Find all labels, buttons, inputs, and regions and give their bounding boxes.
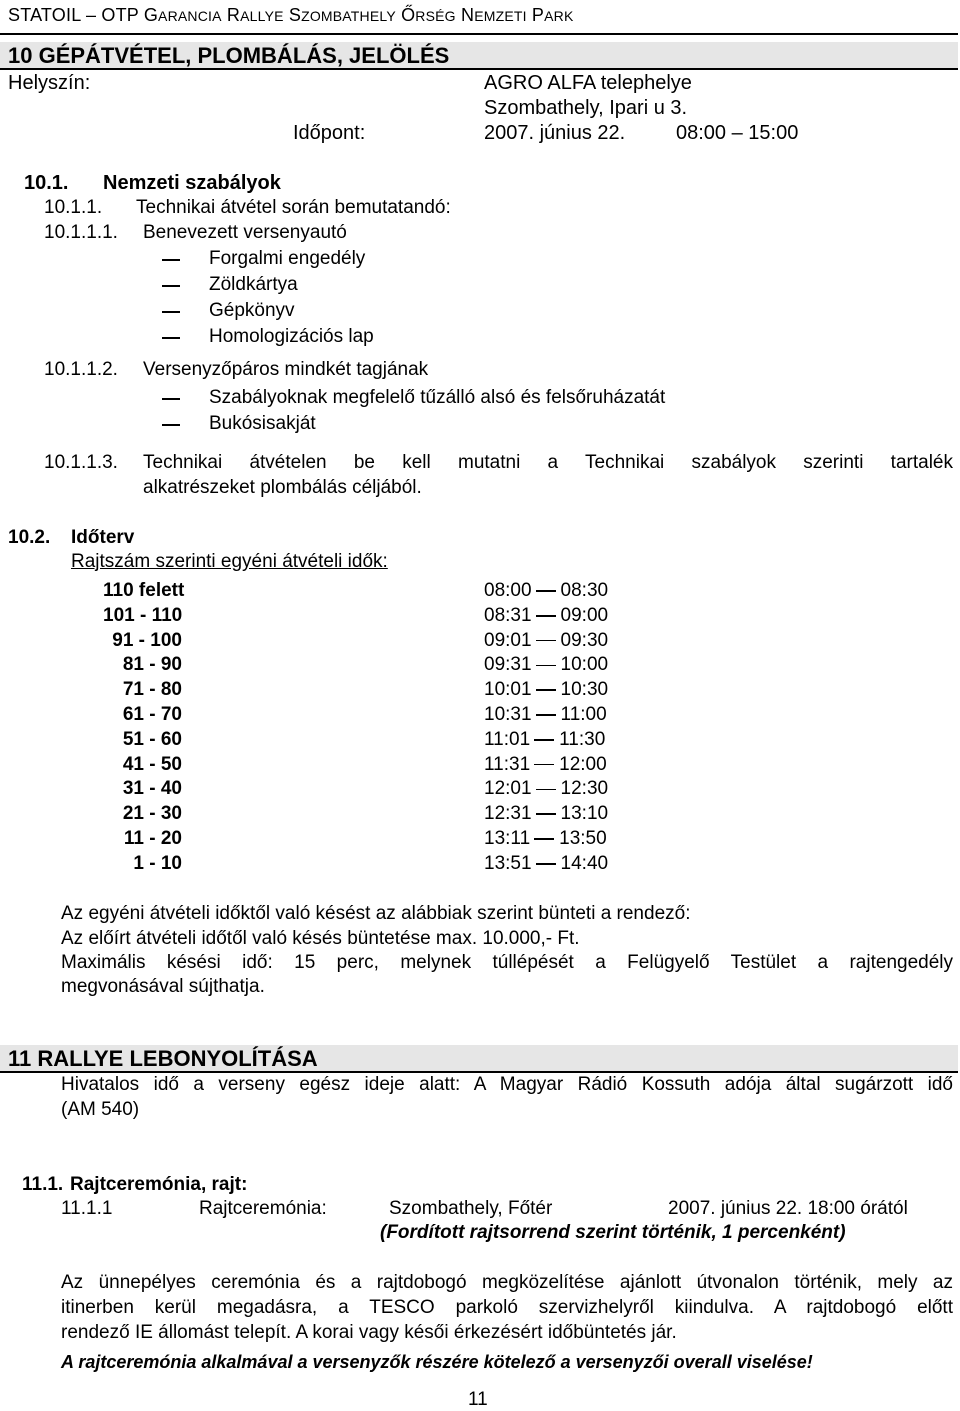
race-number-range: 81 - 90 <box>122 654 182 676</box>
dash-bullet <box>162 285 180 287</box>
time-slot <box>484 654 608 676</box>
time-slot <box>484 828 607 850</box>
time-slot <box>484 580 608 602</box>
s10113-line-2: alkatrészeket plombálás céljából. <box>143 477 422 498</box>
s111-title: Rajtceremónia, rajt: <box>70 1174 248 1195</box>
header-rule <box>0 33 958 35</box>
time-from: 11:01 <box>484 728 531 750</box>
table-row <box>103 704 703 729</box>
table-row <box>103 853 703 878</box>
race-number-range: 71 - 80 <box>122 679 182 701</box>
s1011-title: Technikai átvétel során bemutatandó: <box>136 197 451 218</box>
list-item: Gépkönyv <box>209 300 295 321</box>
dash-separator <box>534 838 554 840</box>
s101-number: 10.1. <box>24 172 69 194</box>
table-row <box>103 580 703 605</box>
ceremony-para-line-1: Az ünnepélyes ceremónia és a rajtdobogó megközelítése ajánlott útvonalon történik, mely az <box>61 1272 953 1293</box>
time-from: 09:31 <box>484 654 532 676</box>
dash-separator <box>534 739 554 741</box>
time-label: Időpont: <box>293 122 366 144</box>
section-rule <box>0 68 958 70</box>
dash-bullet <box>162 311 180 313</box>
time-to: 09:30 <box>560 629 609 651</box>
time-range: 08:00 – 15:00 <box>676 122 799 144</box>
time-to: 13:10 <box>560 803 609 825</box>
s102-number: 10.2. <box>8 527 51 548</box>
s10112-title: Versenyzőpáros mindkét tagjának <box>143 359 429 380</box>
s101-title: Nemzeti szabályok <box>103 172 281 194</box>
list-item: Zöldkártya <box>209 274 298 295</box>
section-10-heading <box>0 42 958 70</box>
official-time-line-2: (AM 540) <box>61 1099 140 1120</box>
s1111-place: Szombathely, Főtér <box>389 1198 553 1219</box>
time-slot <box>484 630 608 652</box>
dash-separator <box>536 640 556 642</box>
list-item: Szabályoknak megfelelő tűzálló alsó és felsőruházatát <box>209 387 666 408</box>
time-from: 10:01 <box>484 679 532 701</box>
time-to: 10:00 <box>560 654 609 676</box>
s10111-title: Benevezett versenyautó <box>143 222 347 243</box>
s10113-number: 10.1.1.3. <box>44 452 118 473</box>
penalty-line-1: Az egyéni átvételi időktől való késést az alábbiak szerint bünteti a rendező: <box>61 903 691 924</box>
s10112-number: 10.1.1.2. <box>44 359 118 380</box>
penalty-line-4: megvonásával sújthatja. <box>61 976 265 997</box>
time-slot <box>484 605 608 627</box>
section-11-heading <box>0 1045 958 1073</box>
s1111-time: 2007. június 22. 18:00 órától <box>668 1198 908 1219</box>
dash-bullet <box>162 424 180 426</box>
time-from: 08:00 <box>484 580 532 601</box>
time-to: 12:00 <box>559 753 607 775</box>
time-to: 12:30 <box>560 778 609 800</box>
s10111-number: 10.1.1.1. <box>44 222 118 243</box>
section-rule <box>0 1071 958 1073</box>
section-11-title: 11 RALLYE LEBONYOLÍTÁSA <box>8 1046 318 1071</box>
table-row <box>103 828 703 853</box>
table-row <box>103 654 703 679</box>
dash-separator <box>536 789 556 791</box>
s102-subtitle: Rajtszám szerinti egyéni átvételi idők: <box>71 551 388 572</box>
list-item: Forgalmi engedély <box>209 248 366 269</box>
race-number-range: 91 - 100 <box>112 629 182 651</box>
ceremony-para-line-2: itinerben kerül megadásra, a TESCO parkoló szervizhelyről kiindulva. A rajtdobogó előtt <box>61 1297 953 1318</box>
dash-bullet <box>162 337 180 339</box>
time-to: 14:40 <box>560 852 609 874</box>
s1011-number: 10.1.1. <box>44 197 103 218</box>
s1111-label: Rajtceremónia: <box>199 1198 327 1219</box>
s1111-number: 11.1.1 <box>61 1198 113 1219</box>
time-to: 11:30 <box>559 728 606 750</box>
ceremony-para-line-3: rendező IE állomást telepít. A korai vagy késői érkezésért időbüntetés jár. <box>61 1322 677 1343</box>
time-slot <box>484 754 607 776</box>
table-row <box>103 754 703 779</box>
dash-separator <box>536 590 556 592</box>
race-number-range: 61 - 70 <box>122 704 182 725</box>
list-item: Bukósisakját <box>209 413 316 434</box>
penalty-line-3: Maximális késési idő: 15 perc, melynek túllépését a Felügyelő Testület a rajtengedély <box>61 952 953 973</box>
table-row <box>103 605 703 630</box>
page-header: STATOIL – OTP GARANCIA RALLYE SZOMBATHELY ŐRSÉG NEMZETI PARK <box>8 5 574 25</box>
time-from: 08:31 <box>484 604 532 626</box>
page-number: 11 <box>468 1389 488 1410</box>
table-row <box>103 630 703 655</box>
time-from: 12:31 <box>484 803 532 825</box>
table-row <box>103 803 703 828</box>
dash-bullet <box>162 398 180 400</box>
time-to: 08:30 <box>560 580 609 601</box>
location-line-2: Szombathely, Ipari u 3. <box>484 97 688 119</box>
time-from: 09:01 <box>484 629 532 651</box>
race-number-range: 110 felett <box>103 580 185 601</box>
dash-separator <box>536 665 556 667</box>
time-slot <box>484 853 608 875</box>
s102-title: Időterv <box>71 527 135 548</box>
time-value: 2007. június 22. <box>484 122 626 144</box>
dash-separator <box>536 714 556 716</box>
table-row <box>103 778 703 803</box>
time-slot <box>484 803 608 825</box>
time-slot <box>484 679 608 701</box>
s111-number: 11.1. <box>22 1174 64 1195</box>
location-label: Helyszín: <box>8 72 91 94</box>
time-to: 09:00 <box>560 604 609 626</box>
dash-separator <box>536 615 556 617</box>
race-number-range: 31 - 40 <box>122 778 182 800</box>
time-from: 13:11 <box>484 828 531 849</box>
time-from: 13:51 <box>484 852 532 874</box>
race-number-range: 11 - 20 <box>123 828 182 849</box>
list-item: Homologizációs lap <box>209 326 374 347</box>
time-to: 13:50 <box>559 828 607 849</box>
location-line-1: AGRO ALFA telephelye <box>484 72 692 94</box>
race-number-range: 101 - 110 <box>103 604 183 626</box>
race-number-range: 21 - 30 <box>122 803 182 825</box>
official-time-line-1: Hivatalos idő a verseny egész ideje alatt: A Magyar Rádió Kossuth adója által sugárzott idő <box>61 1074 953 1095</box>
s1111-note: (Fordított rajtsorrend szerint történik, 1 percenként) <box>380 1222 846 1243</box>
race-number-range: 41 - 50 <box>122 753 182 775</box>
dash-bullet <box>162 259 180 261</box>
section-10-title: 10 GÉPÁTVÉTEL, PLOMBÁLÁS, JELÖLÉS <box>8 43 450 68</box>
table-row <box>103 729 703 754</box>
dash-separator <box>536 689 556 691</box>
time-slot <box>484 704 607 726</box>
time-slot <box>484 729 605 751</box>
dash-separator <box>536 863 556 865</box>
time-to: 10:30 <box>560 679 609 701</box>
time-from: 11:31 <box>484 753 531 775</box>
race-number-range: 1 - 10 <box>133 852 182 874</box>
penalty-line-2: Az előírt átvételi időtől való késés büntetése max. 10.000,- Ft. <box>61 928 580 949</box>
table-row <box>103 679 703 704</box>
time-from: 12:01 <box>484 778 532 800</box>
time-to: 11:00 <box>560 704 607 725</box>
time-from: 10:31 <box>484 704 532 725</box>
s10113-line-1: Technikai átvételen be kell mutatni a Technikai szabályok szerinti tartalék <box>143 452 953 473</box>
dash-separator <box>536 813 556 815</box>
dash-separator <box>534 764 554 766</box>
race-number-range: 51 - 60 <box>122 728 182 750</box>
time-slot <box>484 778 608 800</box>
mandatory-overall-note: A rajtceremónia alkalmával a versenyzők részére kötelező a versenyzői overall viselése! <box>61 1352 813 1372</box>
